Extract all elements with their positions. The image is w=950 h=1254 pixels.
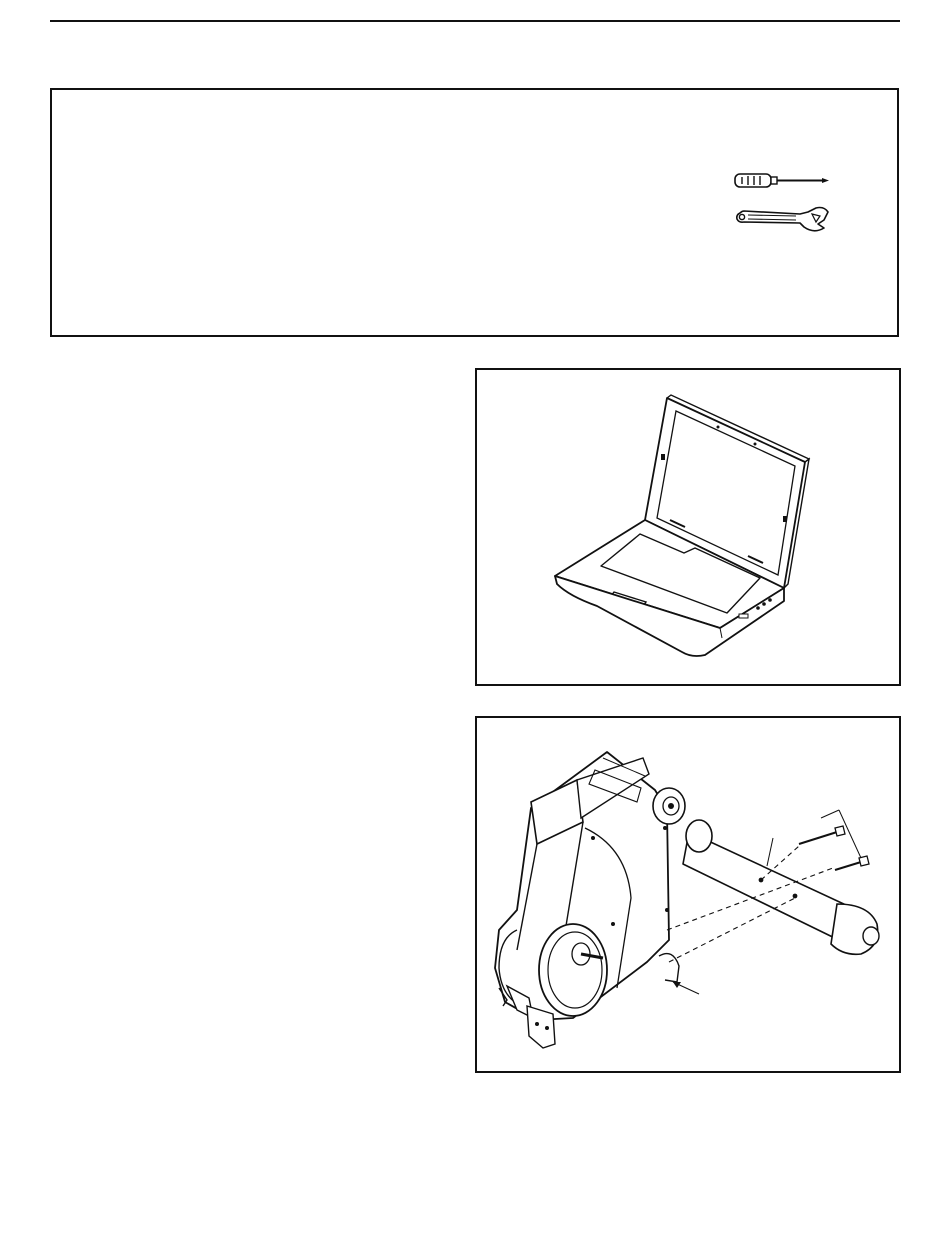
- tools-box: [50, 88, 899, 337]
- screwdriver-icon: [734, 170, 830, 192]
- header-rule: [50, 20, 900, 22]
- figure-frame-assembly: [475, 716, 901, 1073]
- elliptical-frame-assembly: [477, 718, 899, 1071]
- laptop-icon: [477, 370, 899, 684]
- adjustable-wrench-icon: [734, 204, 830, 234]
- figure-laptop: [475, 368, 901, 686]
